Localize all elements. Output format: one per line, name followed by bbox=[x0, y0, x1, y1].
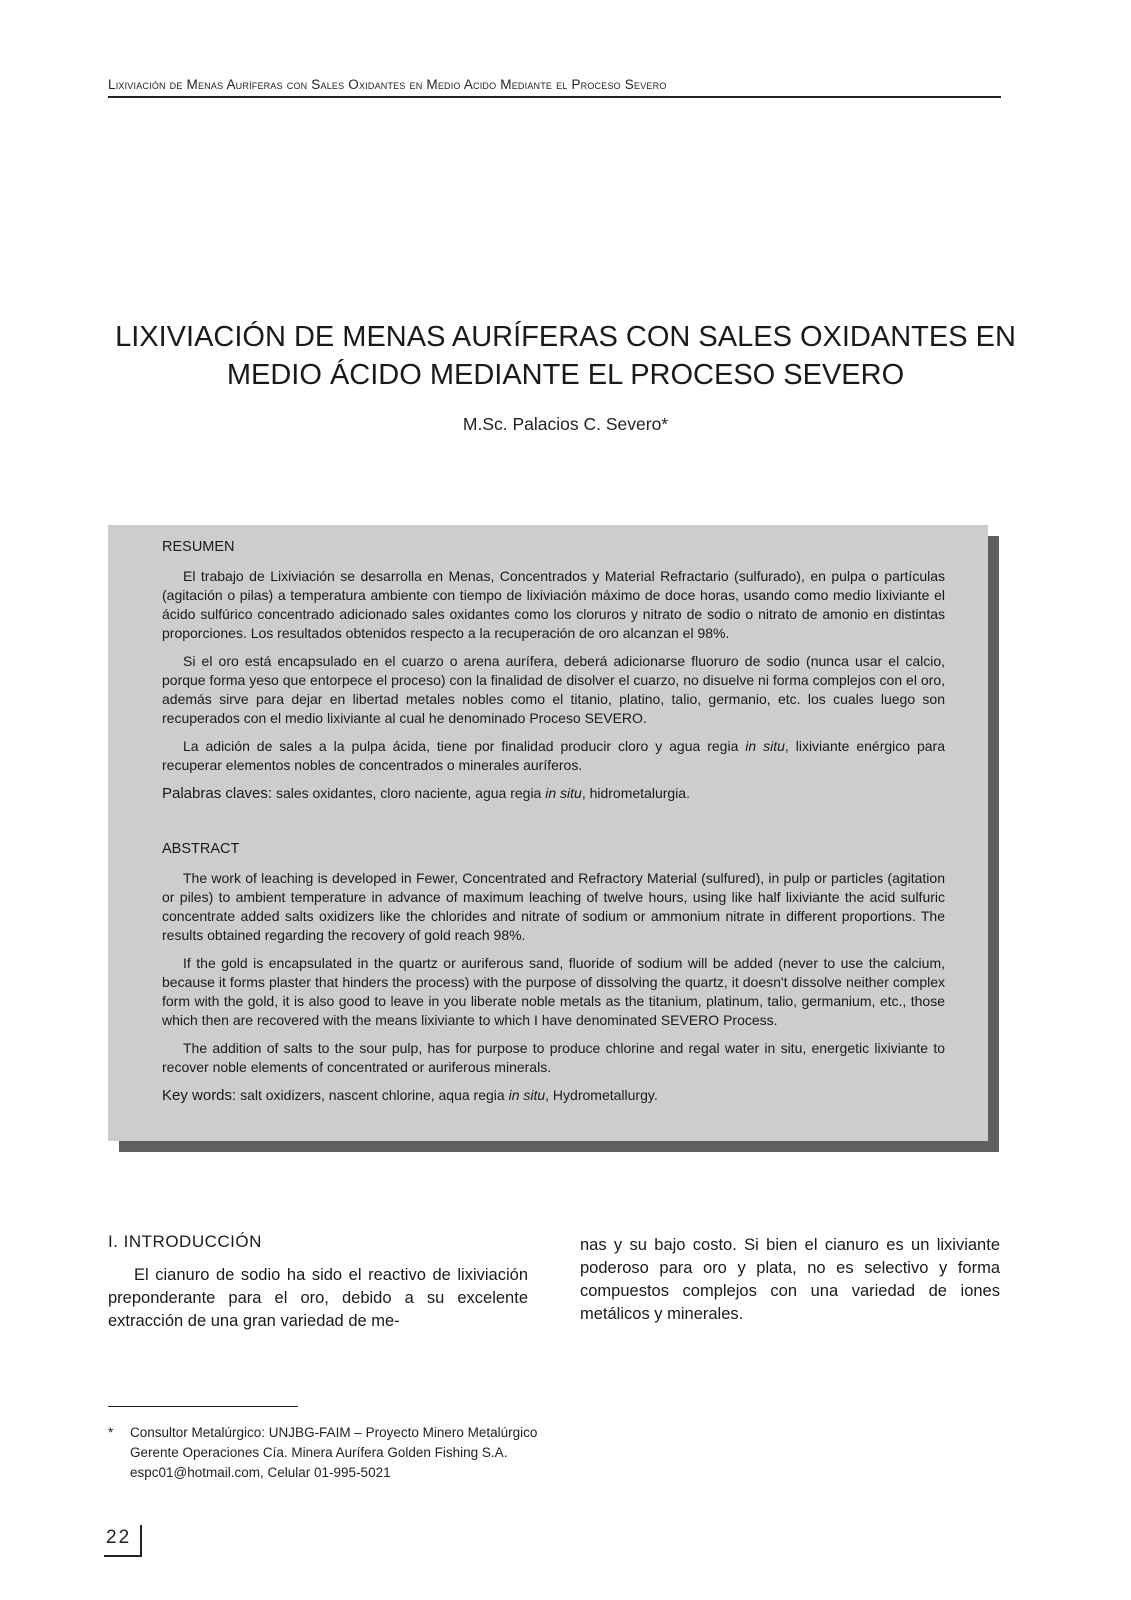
resumen-paragraph-2: Si el oro está encapsulado en el cuarzo o arena aurífera, deberá adicionarse fluoruro de sodio (nunca usar el calcio, porque forma yeso que entorpece el proceso) con la finalidad de disolver el cuarzo, no disuelve ni forma complejos con el oro, además sirve para dejar en libertad metales nobles como el titanio, platino, talio, germanio, etc. los cuales luego son recuperados con el medio lixiviante al cual he denominado Proceso SEVERO. bbox=[162, 653, 945, 726]
footnote-line-1: Consultor Metalúrgico: UNJBG-FAIM – Proyecto Minero Metalúrgico bbox=[130, 1425, 538, 1440]
abstract-paragraph-1: The work of leaching is developed in Fewer, Concentrated and Refractory Material (sulfured), in pulp or particles (agitation or piles) to ambient temperature in advance of maximum leaching of twelve hours, using like half lixiviante the acid sulfuric concentrate added salts oxidizers like the chlorides and nitrate of sodium or ammonium nitrate in different proportions. The results obtained regarding the recovery of gold reach 98%. bbox=[162, 870, 945, 943]
key-words-text-end: , Hydrometallurgy. bbox=[545, 1087, 658, 1103]
running-header: Lixiviación de Menas Auríferas con Sales Oxidantes en Medio Acido Mediante el Proceso Severo bbox=[108, 77, 1001, 98]
key-words bbox=[162, 1086, 945, 1105]
abstract-content bbox=[162, 539, 945, 1105]
resumen-p3-text: La adición de sales a la pulpa ácida, tiene por finalidad producir cloro y agua regia bbox=[183, 738, 746, 754]
palabras-claves-text: sales oxidantes, cloro naciente, agua regia bbox=[272, 785, 546, 801]
palabras-claves-text-end: , hidrometalurgia. bbox=[581, 785, 690, 801]
author-line: M.Sc. Palacios C. Severo* bbox=[462, 414, 669, 434]
abstract-heading: ABSTRACT bbox=[162, 841, 240, 857]
resumen-heading: RESUMEN bbox=[162, 539, 235, 555]
abstract-paragraph-3: The addition of salts to the sour pulp, has for purpose to produce chlorine and regal water in situ, energetic lixiviante to recover noble elements of concentrated or auriferous minerals. bbox=[162, 1040, 945, 1075]
footnote-rule bbox=[108, 1406, 298, 1407]
paper-title bbox=[60, 318, 1071, 394]
key-words-italic: in situ bbox=[508, 1087, 546, 1103]
palabras-claves bbox=[162, 784, 945, 803]
footnote-line-3: espc01@hotmail.com, Celular 01-995-5021 bbox=[130, 1465, 391, 1480]
palabras-claves-italic: in situ bbox=[545, 785, 582, 801]
intro-heading: I. INTRODUCCIÓN bbox=[108, 1232, 262, 1251]
abstract-box bbox=[108, 525, 988, 1141]
key-words-label: Key words: bbox=[162, 1087, 237, 1104]
footnote-marker: * bbox=[108, 1425, 114, 1440]
resumen-paragraph-1: El trabajo de Lixiviación se desarrolla en Menas, Concentrados y Material Refractario (sulfurado), en pulpa o partículas (agitación o pilas) a temperatura ambiente con tiempo de lixiviación máximo de doce horas, usando como medio lixiviante el ácido sulfúrico concentrado adicionado sales oxidantes como los cloruros y nitrato de sodio o nitrato de amonio en distintas proporciones. Los resultados obtenidos respecto a la recuperación de oro alcanzan el 98%. bbox=[162, 568, 945, 641]
intro-right-column: nas y su bajo costo. Si bien el cianuro es un lixiviante poderoso para oro y plata, no es selectivo y forma compuestos complejos con una variedad de iones metálicos y minerales. bbox=[580, 1236, 1000, 1323]
palabras-claves-label: Palabras claves: bbox=[162, 785, 273, 802]
resumen-p3-italic: in situ bbox=[745, 738, 785, 754]
abstract-paragraph-2: If the gold is encapsulated in the quartz or auriferous sand, fluoride of sodium will be added (never to use the calcium, because it forms plaster that hinders the process) with the purpose of dissolving the quartz, it doesn't dissolve neither complex form with the gold, it is also good to leave in you liberate noble metals as the titanium, platinum, talio, germanium, etc., those which then are recovered with the means lixiviante to which I have denominated SEVERO Process. bbox=[162, 955, 945, 1028]
footnote-line-2: Gerente Operaciones Cía. Minera Aurífera Golden Fishing S.A. bbox=[130, 1445, 508, 1460]
page-number: 22 bbox=[104, 1525, 142, 1557]
intro-left-column: El cianuro de sodio ha sido el reactivo de lixiviación preponderante para el oro, debido a su excelente extracción de una gran variedad de me- bbox=[108, 1266, 528, 1330]
resumen-paragraph-3 bbox=[162, 737, 945, 775]
title-line-1: LIXIVIACIÓN DE MENAS AURÍFERAS CON SALES OXIDANTES EN bbox=[115, 321, 1016, 353]
title-line-2: MEDIO ÁCIDO MEDIANTE EL PROCESO SEVERO bbox=[226, 359, 905, 391]
key-words-text: salt oxidizers, nascent chlorine, aqua regia bbox=[236, 1087, 509, 1103]
footnote bbox=[108, 1423, 537, 1483]
resumen-p3-text-end: , lixiviante enérgico para recuperar elementos nobles de concentrados o minerales auríferos. bbox=[162, 738, 945, 773]
